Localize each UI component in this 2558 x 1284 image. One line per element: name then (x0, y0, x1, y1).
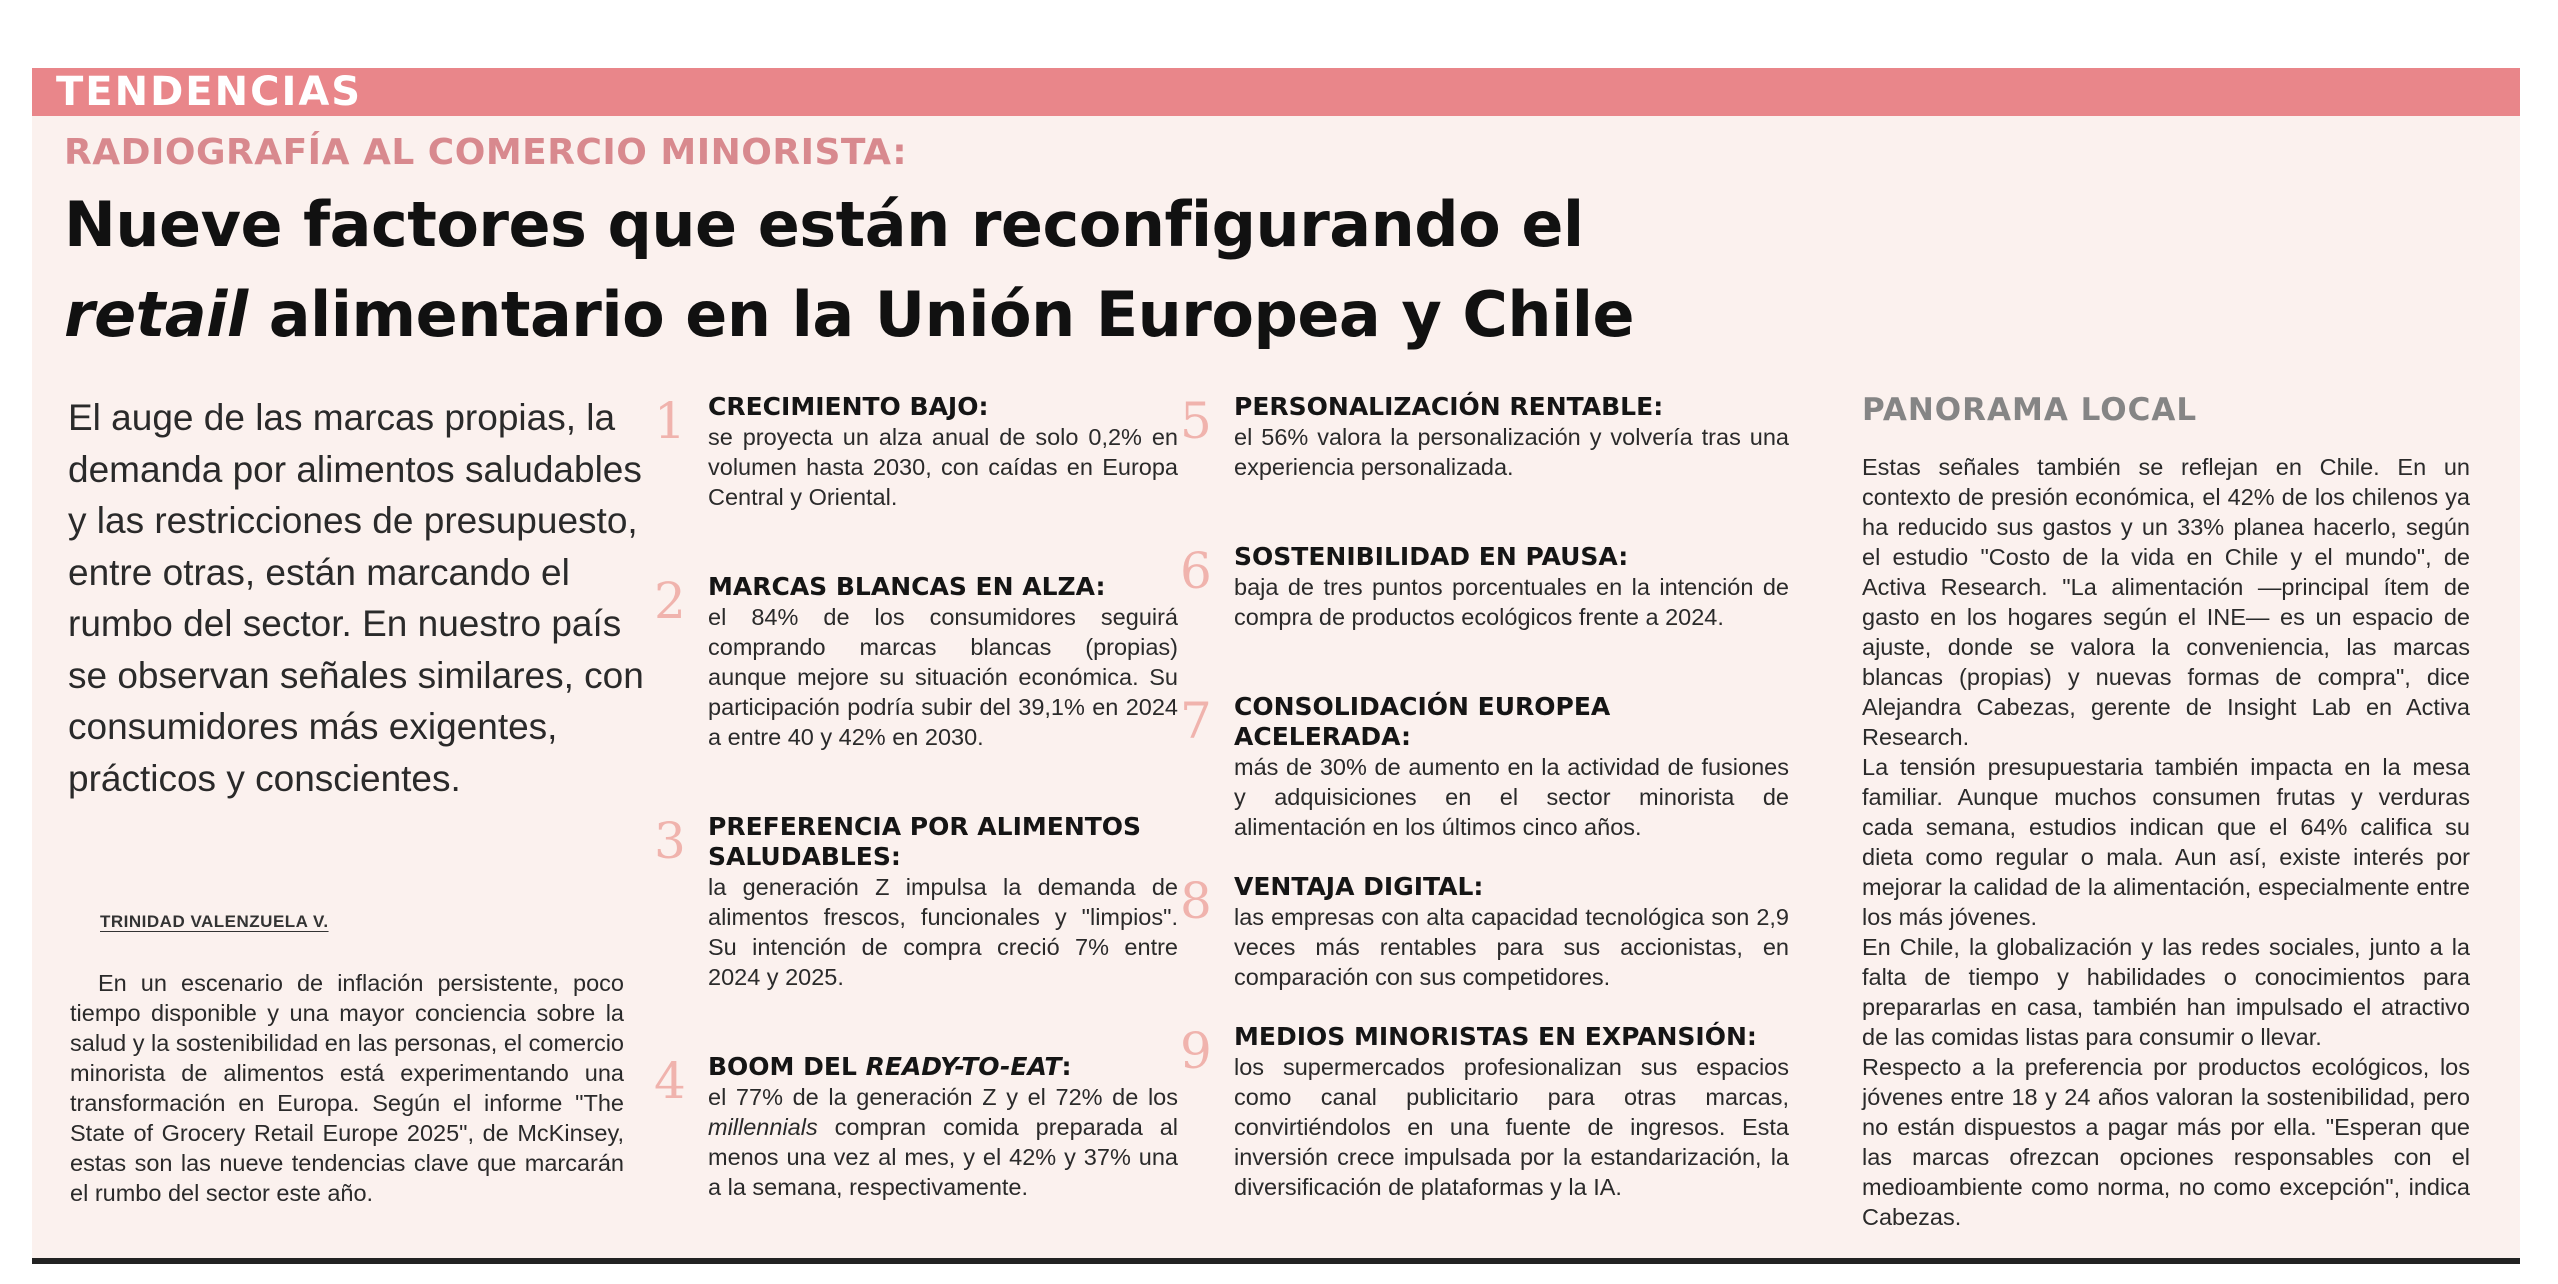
panorama-paragraph: Estas señales también se reflejan en Chile. En un contexto de presión económica, el 42% de los chilenos ya ha reducido sus gastos y un 33% planea hacerlo, según el estudio "Costo de la vida en Chile y el mundo", de Activa Research. "La alimentación —principal ítem de gasto en los hogares según el INE— es un espacio de ajuste, donde se valora la conveniencia, las marcas blancas (propias) y nuevas formas de compra", dice Alejandra Cabezas, gerente de Insight Lab en Activa Research. (1862, 454, 2470, 750)
factor-4 (654, 1052, 1178, 1202)
factor-number: 6 (1180, 542, 1212, 600)
section-bar (32, 68, 2520, 116)
factor-text: las empresas con alta capacidad tecnológica son 2,9 veces más rentables para sus accionistas, en comparación con sus competidores. (1234, 904, 1789, 990)
factor-8 (1180, 872, 1789, 992)
factor-number: 3 (654, 812, 686, 870)
factor-2 (654, 572, 1178, 752)
headline-line-2 (64, 270, 1764, 360)
factor-text-pre: el 77% de la generación Z y el 72% de los (708, 1084, 1178, 1110)
factor-text: los supermercados profesionalizan sus espacios como canal publicitario para otras marcas, convirtiéndolos en una fuente de ingresos. Esta inversión crece impulsada por la estandarización, la diversificación de plataformas y la IA. (1234, 1054, 1789, 1200)
panorama-paragraph: Respecto a la preferencia por productos ecológicos, los jóvenes entre 18 y 24 años valoran la sostenibilidad, pero no están dispuestos a pagar más por ella. "Esperan que las marcas ofrezcan opciones responsables con el medioambiente como norma, no como excepción", indica Cabezas. (1862, 1054, 2470, 1230)
factor-number: 1 (654, 392, 686, 450)
headline-italic-word: retail (64, 278, 248, 351)
factor-6 (1180, 542, 1789, 632)
headline (64, 180, 1764, 360)
factor-text-post: compran comida preparada al menos una vez al mes, y el 42% y 37% una a la semana, respectivamente. (708, 1114, 1178, 1200)
factor-text (708, 1082, 1178, 1202)
factor-title (708, 1052, 1178, 1082)
byline: TRINIDAD VALENZUELA V. (100, 912, 329, 931)
bottom-rule (32, 1258, 2520, 1264)
panorama-paragraph: En Chile, la globalización y las redes sociales, junto a la falta de tiempo y habilidades o conocimientos para prepararlas en casa, también han impulsado el atractivo de las comidas listas para consumir o llevar. (1862, 934, 2470, 1050)
section-label: TENDENCIAS (56, 69, 363, 115)
factor-title: CONSOLIDACIÓN EUROPEA ACELERADA: (1234, 692, 1611, 751)
factor-title: MEDIOS MINORISTAS EN EXPANSIÓN: (1234, 1022, 1757, 1051)
factor-9 (1180, 1022, 1789, 1202)
kicker: RADIOGRAFÍA AL COMERCIO MINORISTA: (64, 132, 908, 173)
factor-1 (654, 392, 1178, 512)
factor-number: 4 (654, 1052, 686, 1110)
intro-paragraph: En un escenario de inflación persistente, poco tiempo disponible y una mayor conciencia sobre la salud y la sostenibilidad en las personas, el comercio minorista de alimentos está experimentando una transformación en Europa. Según el informe "The State of Grocery Retail Europe 2025", de McKinsey, estas son las nueve tendencias clave que marcarán el rumbo del sector este año. (70, 970, 624, 1206)
panorama-body (1862, 452, 2470, 1232)
factor-title: VENTAJA DIGITAL: (1234, 872, 1484, 901)
factor-3 (654, 812, 1178, 992)
factor-text: se proyecta un alza anual de solo 0,2% en volumen hasta 2030, con caídas en Europa Central y Oriental. (708, 424, 1178, 510)
factor-title-post: : (1061, 1052, 1072, 1081)
factor-title-italic: READY-TO-EAT (865, 1052, 1062, 1081)
factor-title: SOSTENIBILIDAD EN PAUSA: (1234, 542, 1629, 571)
factor-number: 5 (1180, 392, 1212, 450)
panorama-paragraph: La tensión presupuestaria también impacta en la mesa familiar. Aunque muchos consumen frutas y verduras cada semana, estudios indican que el 64% califica su dieta como regular o mala. Aun así, existe interés por mejorar la calidad de la alimentación, especialmente entre los más jóvenes. (1862, 754, 2470, 930)
factor-title-pre: BOOM DEL (708, 1052, 866, 1081)
headline-line-2-rest: alimentario en la Unión Europea y Chile (247, 278, 1635, 351)
factor-text: más de 30% de aumento en la actividad de fusiones y adquisiciones en el sector minorista de alimentación en los últimos cinco años. (1234, 754, 1789, 840)
factor-number: 9 (1180, 1022, 1212, 1080)
factor-text: el 56% valora la personalización y volvería tras una experiencia personalizada. (1234, 424, 1789, 480)
factor-title: CRECIMIENTO BAJO: (708, 392, 989, 421)
panorama-title: PANORAMA LOCAL (1862, 392, 2198, 428)
factor-number: 8 (1180, 872, 1212, 930)
factor-number: 7 (1180, 692, 1212, 750)
factor-title: MARCAS BLANCAS EN ALZA: (708, 572, 1106, 601)
factor-text-italic: millennials (708, 1114, 818, 1140)
headline-line-1: Nueve factores que están reconfigurando el (64, 188, 1584, 261)
factor-text: el 84% de los consumidores seguirá comprando marcas blancas (propias) aunque mejore su situación económica. Su participación podría subir del 39,1% en 2024 a entre 40 y 42% en 2030. (708, 604, 1178, 750)
factor-5 (1180, 392, 1789, 482)
factor-text: baja de tres puntos porcentuales en la intención de compra de productos ecológicos frente a 2024. (1234, 574, 1789, 630)
factor-text: la generación Z impulsa la demanda de alimentos frescos, funcionales y "limpios". Su intención de compra creció 7% entre 2024 y 2025. (708, 874, 1178, 990)
factor-7 (1180, 692, 1789, 842)
factor-title: PREFERENCIA POR ALIMENTOS SALUDABLES: (708, 812, 1142, 871)
lede: El auge de las marcas propias, la demanda por alimentos saludables y las restricciones de presupuesto, entre otras, están marcando el rumbo del sector. En nuestro país se observan señales similares, con consumidores más exigentes, prácticos y conscientes. (68, 397, 644, 799)
factor-number: 2 (654, 572, 686, 630)
factor-title: PERSONALIZACIÓN RENTABLE: (1234, 392, 1664, 421)
